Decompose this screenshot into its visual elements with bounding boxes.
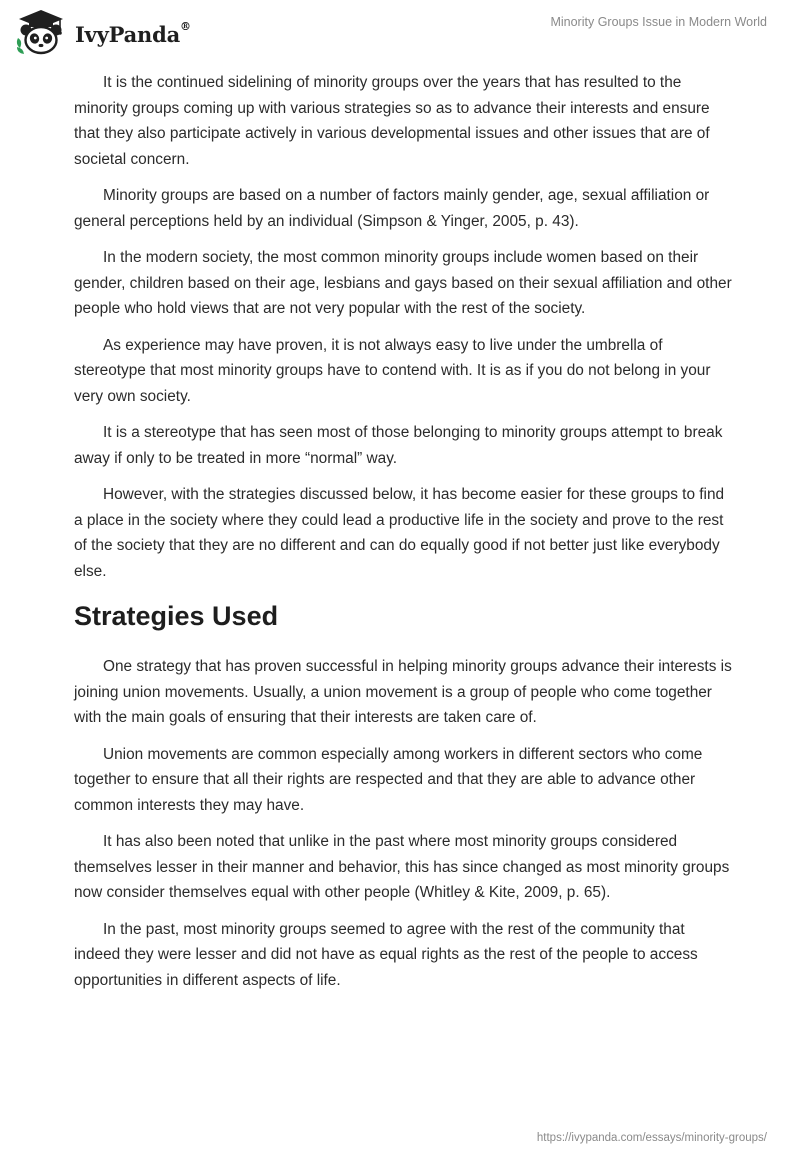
panda-graduate-icon <box>13 8 69 58</box>
section-heading: Strategies Used <box>74 601 279 631</box>
registered-mark: ® <box>180 19 191 33</box>
paragraph: Union movements are common especially among workers in different sectors who come together to ensure that all their rights are respected and that they are able to advance other common interests they may have. <box>74 745 703 814</box>
paragraph: In the past, most minority groups seemed to agree with the rest of the community that indeed they were lesser and did not have as equal rights as the rest of the people to access opportunities in different aspects of life. <box>74 920 698 989</box>
paragraph: It is a stereotype that has seen most of those belonging to minority groups attempt to break away if only to be treated in more “normal” way. <box>74 424 723 467</box>
paragraph: Minority groups are based on a number of factors mainly gender, age, sexual affiliation or general perceptions held by an individual (Simpson & Yinger, 2005, p. 43). <box>74 187 710 230</box>
paragraph: It is the continued sidelining of minority groups over the years that has resulted to the minority groups coming up with various strategies so as to advance their interests and ensure that they also participate actively in various developmental issues and other issues that are of societal concern. <box>74 74 710 168</box>
paragraph: As experience may have proven, it is not always easy to live under the umbrella of stereotype that most minority groups have to contend with. It is as if you do not belong in your very own society. <box>74 336 711 405</box>
paragraph: It has also been noted that unlike in the past where most minority groups considered themselves lesser in their manner and behavior, this has since changed as most minority groups now consider themselves equal with other people (Whitley & Kite, 2009, p. 65). <box>74 833 730 901</box>
paragraph: However, with the strategies discussed below, it has become easier for these groups to find a place in the society where they could lead a productive life in the society and prove to the rest of the society that they are no different and can do equally good if not better just like everybody else. <box>74 486 725 580</box>
brand-name: IvyPanda® <box>75 19 191 47</box>
ivypanda-logo[interactable] <box>13 8 191 58</box>
document-title: Minority Groups Issue in Modern World <box>550 15 767 29</box>
paragraph: One strategy that has proven successful in helping minority groups advance their interests is joining union movements. Usually, a union movement is a group of people who come together with the main goals of ensuring that their interests are taken care of. <box>74 658 732 726</box>
essay-content <box>74 70 734 1004</box>
paragraph: In the modern society, the most common minority groups include women based on their gender, children based on their age, lesbians and gays based on their sexual affiliation and other people who hold views that are not very popular with the rest of the society. <box>74 249 732 317</box>
page-header <box>0 0 800 70</box>
source-url-link[interactable]: https://ivypanda.com/essays/minority-groups/ <box>536 1132 767 1144</box>
